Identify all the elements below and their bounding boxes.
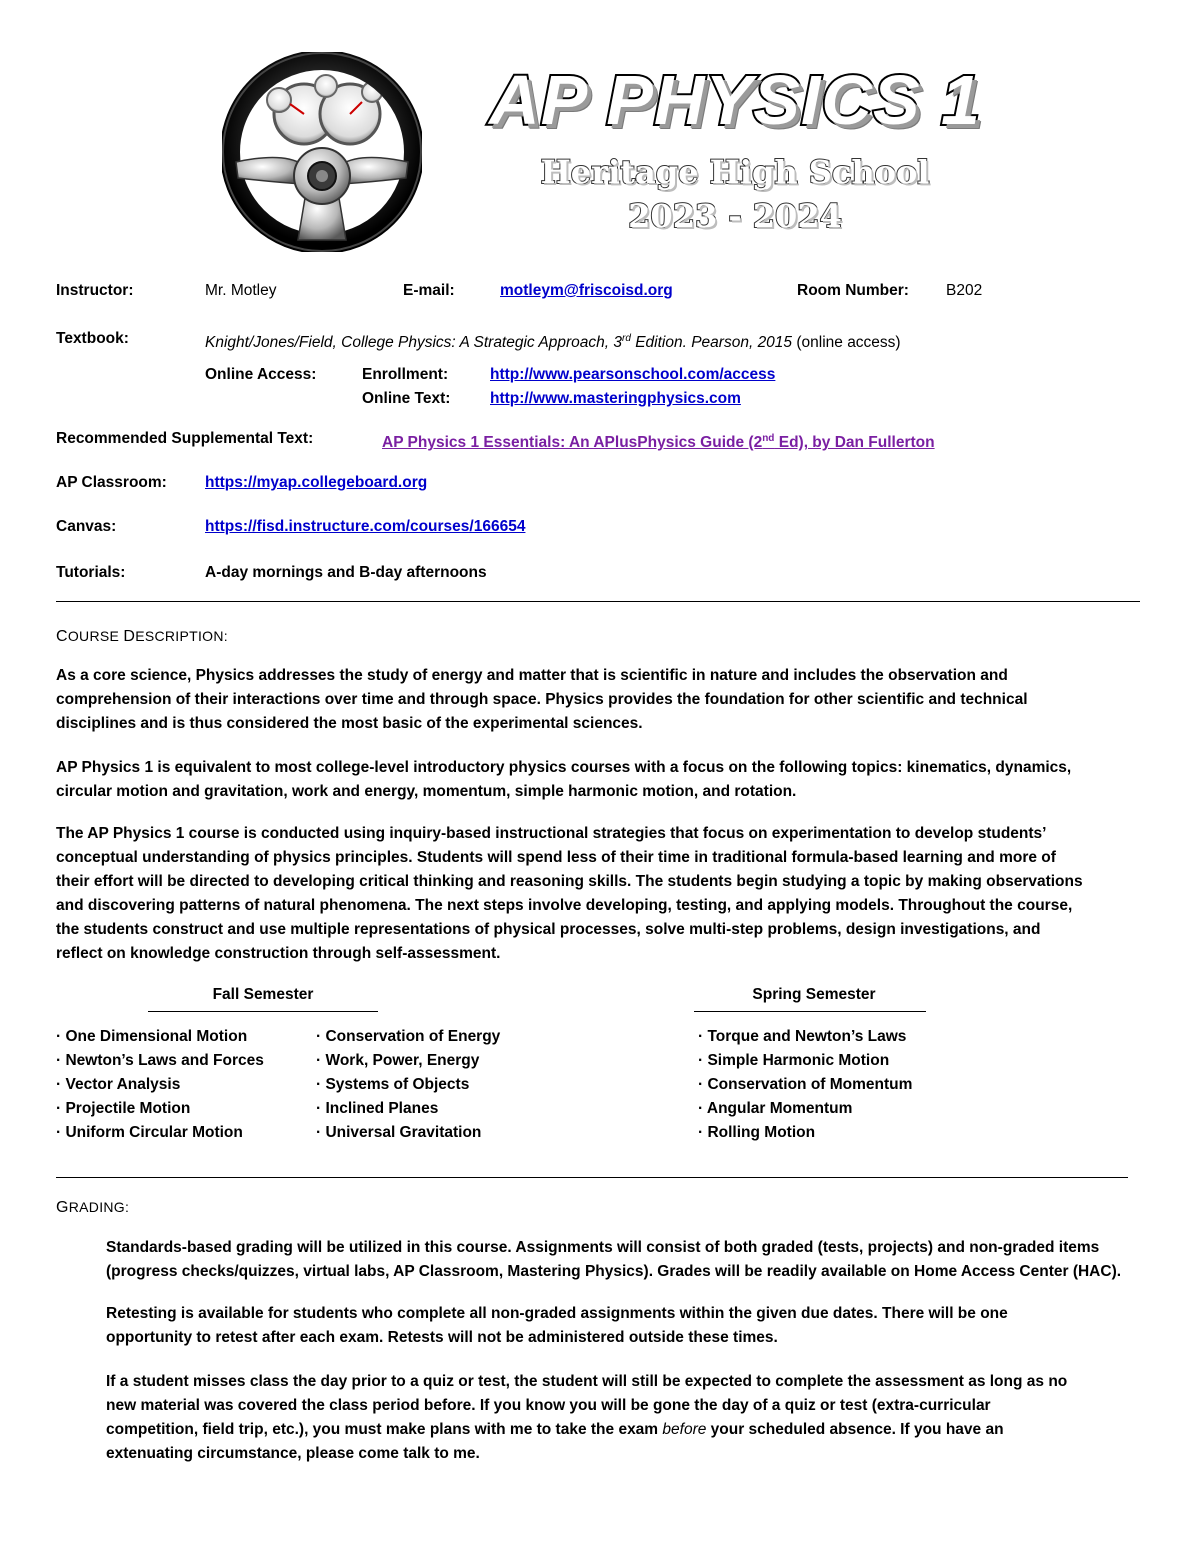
room-number: B202 — [946, 282, 983, 299]
instructor-label: Instructor: — [56, 282, 134, 299]
canvas-link[interactable]: https://fisd.instructure.com/courses/166654 — [205, 518, 526, 535]
paragraph-line: their effort will be directed to developing critical thinking and reasoning skills. The students begin studying a topic by making observations — [56, 873, 1083, 890]
topic-item: · Rolling Motion — [698, 1124, 816, 1141]
heading-text: OURSE — [67, 628, 124, 644]
room-label: Room Number: — [797, 282, 909, 299]
ap-classroom-label: AP Classroom: — [56, 474, 167, 491]
heading-cap: C — [56, 628, 68, 645]
course-description-heading — [56, 628, 228, 646]
description-paragraph-3 — [56, 822, 1156, 966]
supplemental-label: Recommended Supplemental Text: — [56, 430, 314, 447]
canvas-label: Canvas: — [56, 518, 117, 535]
textbook-sup: rd — [622, 333, 631, 344]
paragraph-line: circular motion and gravitation, work and energy, momentum, simple harmonic motion, and rotation. — [56, 783, 797, 800]
divider — [56, 601, 1140, 602]
grading-heading — [56, 1199, 129, 1217]
textbook-online: (online access) — [792, 334, 901, 352]
fall-underline — [148, 1011, 378, 1012]
heading-cap: G — [56, 1199, 69, 1216]
topic-item: · Projectile Motion — [56, 1100, 191, 1117]
online-text-link[interactable]: http://www.masteringphysics.com — [490, 390, 741, 407]
online-access-label: Online Access: — [205, 366, 317, 383]
fall-topics-col-1 — [56, 1025, 264, 1145]
enrollment-link[interactable]: http://www.pearsonschool.com/access — [490, 366, 776, 383]
paragraph-line: opportunity to retest after each exam. Retests will not be administered outside these times. — [106, 1329, 778, 1346]
supplemental-text: AP Physics 1 Essentials: An APlusPhysics Guide (2 — [382, 434, 763, 452]
topic-item: · Simple Harmonic Motion — [698, 1052, 890, 1069]
heading-text: ESCRIPTION: — [135, 628, 228, 644]
topic-item: · Work, Power, Energy — [316, 1052, 480, 1069]
email-link[interactable]: motleym@friscoisd.org — [500, 282, 673, 299]
spring-underline — [694, 1011, 926, 1012]
spring-topics — [698, 1025, 912, 1145]
paragraph-line: new material was covered the class period before. If you know you will be gone the day of a quiz or test (extra-curricular — [106, 1397, 991, 1414]
topic-item: · Systems of Objects — [316, 1076, 470, 1093]
textbook-edition: Edition. Pearson, 2015 — [630, 334, 793, 352]
supplemental-link[interactable] — [382, 427, 935, 455]
steering-wheel-logo — [222, 52, 422, 252]
online-text-label: Online Text: — [362, 390, 451, 407]
paragraph-line — [106, 1418, 1186, 1442]
textbook-citation — [205, 327, 901, 355]
description-paragraph-2 — [56, 756, 1156, 804]
fall-semester-title: Fall Semester — [212, 986, 314, 1003]
emphasis-text: before — [662, 1421, 707, 1438]
fall-topics-col-2 — [316, 1025, 500, 1145]
topic-item: · Inclined Planes — [316, 1100, 439, 1117]
paragraph-line: Retesting is available for students who complete all non-graded assignments within the given due dates. There will be one — [106, 1305, 1008, 1322]
topic-item: · Conservation of Momentum — [698, 1076, 913, 1093]
paragraph-line: conceptual understanding of physics principles. Students will spend less of their time in traditional formula-based learning and more of — [56, 849, 1056, 866]
topic-item: · One Dimensional Motion — [56, 1028, 248, 1045]
heading-cap: D — [123, 628, 136, 645]
ap-classroom-link[interactable]: https://myap.collegeboard.org — [205, 474, 428, 491]
supplemental-text-end: Ed), by Dan Fullerton — [774, 434, 935, 452]
paragraph-line: and discovering patterns of natural phenomena. The next steps involve developing, testing, and applying models. Throughout the course, — [56, 897, 1073, 914]
paragraph-line: the students construct and use multiple representations of physical processes, solve multi-step problems, design investigations, and — [56, 921, 1041, 938]
paragraph-line: disciplines and is thus considered the most basic of the experimental sciences. — [56, 715, 643, 732]
paragraph-line: (progress checks/quizzes, virtual labs, AP Classroom, Mastering Physics). Grades will be readily available on Home Access Center (HAC). — [106, 1263, 1122, 1280]
textbook-title: Knight/Jones/Field, College Physics: A Strategic Approach, 3 — [205, 334, 622, 352]
paragraph-text: competition, field trip, etc.), you must make plans with me to take the exam — [106, 1421, 663, 1438]
topic-item: · Universal Gravitation — [316, 1124, 482, 1141]
supplemental-sup: nd — [762, 433, 775, 444]
grading-paragraph-1 — [106, 1236, 1186, 1284]
school-name: Heritage High School — [540, 153, 930, 191]
tutorials-label: Tutorials: — [56, 564, 126, 581]
paragraph-line: comprehension of their interactions over time and through space. Physics provides the foundation for other scientific and technical — [56, 691, 1028, 708]
topic-item: · Vector Analysis — [56, 1076, 181, 1093]
spring-semester-title: Spring Semester — [752, 986, 876, 1003]
topic-item: · Torque and Newton’s Laws — [698, 1028, 907, 1045]
topic-item: · Newton’s Laws and Forces — [56, 1052, 264, 1069]
heading-text: RADING: — [68, 1199, 130, 1215]
paragraph-line: extenuating circumstance, please come talk to me. — [106, 1445, 480, 1462]
description-paragraph-1 — [56, 664, 1156, 736]
paragraph-line: reflect on knowledge construction through self-assessment. — [56, 945, 501, 962]
paragraph-line: If a student misses class the day prior to a quiz or test, the student will still be expected to complete the assessment as long as no — [106, 1373, 1068, 1390]
grading-paragraph-3 — [106, 1370, 1186, 1466]
paragraph-line: The AP Physics 1 course is conducted using inquiry-based instructional strategies that focus on experimentation to develop students’ — [56, 825, 1047, 842]
paragraph-line: Standards-based grading will be utilized in this course. Assignments will consist of both graded (tests, projects) and non-graded items — [106, 1239, 1100, 1256]
paragraph-text: your scheduled absence. If you have an — [706, 1421, 1004, 1438]
paragraph-line: AP Physics 1 is equivalent to most college-level introductory physics courses with a focus on the following topics: kinematics, dynamics, — [56, 759, 1072, 776]
page-title: AP PHYSICS 1 — [489, 61, 981, 139]
divider — [56, 1177, 1128, 1178]
grading-paragraph-2 — [106, 1302, 1186, 1350]
email-label: E-mail: — [403, 282, 455, 299]
tutorials-value: A-day mornings and B-day afternoons — [205, 564, 487, 581]
paragraph-line: As a core science, Physics addresses the study of energy and matter that is scientific in nature and includes the observation and — [56, 667, 1008, 684]
textbook-label: Textbook: — [56, 330, 129, 347]
topic-item: · Conservation of Energy — [316, 1028, 501, 1045]
instructor-name: Mr. Motley — [205, 282, 277, 299]
school-year: 2023 - 2024 — [628, 197, 842, 235]
enrollment-label: Enrollment: — [362, 366, 449, 383]
topic-item: · Angular Momentum — [698, 1100, 853, 1117]
topic-item: · Uniform Circular Motion — [56, 1124, 243, 1141]
